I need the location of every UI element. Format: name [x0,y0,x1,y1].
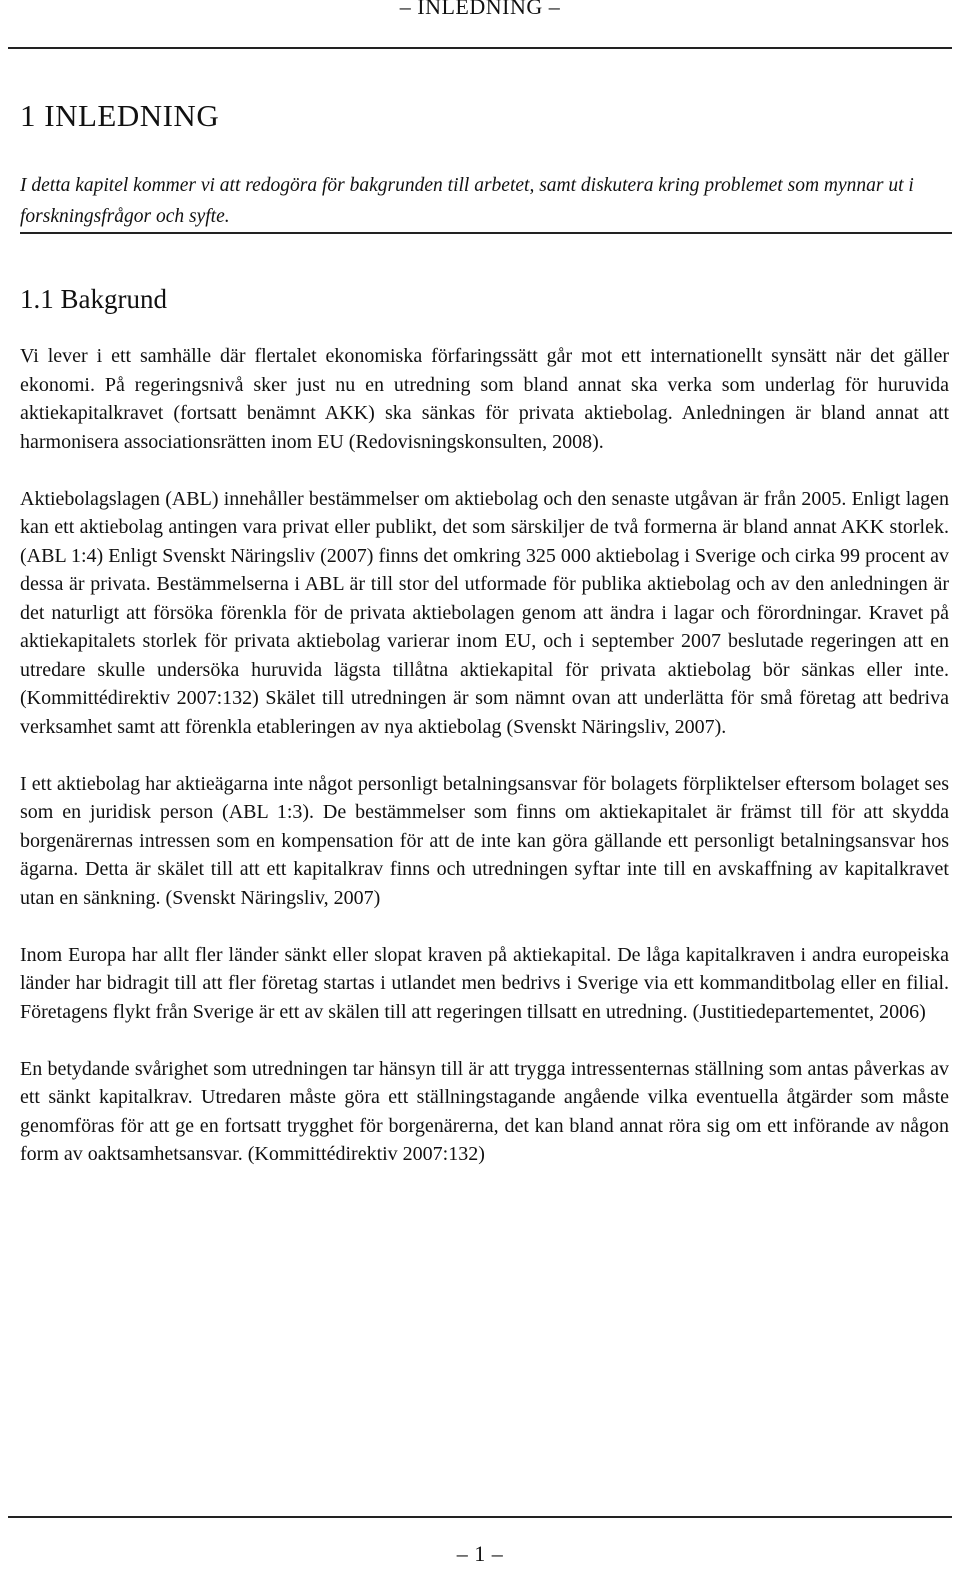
header-rule [8,47,952,49]
chapter-intro: I detta kapitel kommer vi att redogöra för bakgrunden till arbetet, samt diskutera kring problemet som mynnar ut i forskningsfrågor och syfte. [20,175,914,227]
paragraph: Aktiebolagslagen (ABL) innehåller bestämmelser om aktiebolag och den senaste utgåvan är från 2005. Enligt lagen kan ett aktiebolag antingen vara privat eller publikt, det som särskiljer de två formerna är bland annat AKK storlek. (ABL 1:4) Enligt Svenskt Näringsliv (2007) finns det omkring 325 000 aktiebolag i Sverige och cirka 99 procent av dessa är privata. Bestämmelserna i ABL är till stor del utformade för publika aktiebolag och av den anledningen är det naturligt att försöka förenkla för de privata aktiebolagen genom att ändra i lagar och förordningar. Kravet på aktiekapitalets storlek för privata aktiebolag varierar inom EU, och i september 2007 beslutade regeringen att en utredare skulle undersöka huruvida lägsta tillåtna aktiekapital för privata aktiebolag bör sänkas eller inte. (Kommittédirektiv 2007:132) Skälet till utredningen är som nämnt ovan att underlätta för små företag att bedriva verksamhet samt att förenkla etableringen av nya aktiebolag (Svenskt Näringsliv, 2007). [20,487,949,738]
intro-rule [20,232,952,234]
footer-rule [8,1516,952,1518]
page-number: – 1 – [456,1541,504,1566]
paragraph: Inom Europa har allt fler länder sänkt eller slopat kraven på aktiekapital. De låga kapitalkraven i andra europeiska länder har bidragit till att fler företag startas i utlandet men bedrivs i Sverige via ett kommanditbolag eller en filial. Företagens flykt från Sverige är ett av skälen till att regeringen tillsatt en utredning. (Justitiedepartementet, 2006) [20,943,949,1023]
section-title: 1.1 Bakgrund [20,284,167,314]
paragraph: Vi lever i ett samhälle där flertalet ekonomiska förfaringssätt går mot ett internationellt synsätt när det gäller ekonomi. På regeringsnivå sker just nu en utredning som bland annat ska verka som underlag för huruvida aktiekapitalkravet (fortsatt benämnt AKK) ska sänkas för privata aktiebolag. Anledningen är bland annat att harmonisera associationsrätten inom EU (Redovisningskonsulten, 2008). [20,345,949,453]
running-header: – INLEDNING – [399,0,561,19]
paragraph: I ett aktiebolag har aktieägarna inte något personligt betalningsansvar för bolagets förpliktelser eftersom bolaget ses som en juridisk person (ABL 1:3). De bestämmelser som finns om aktiekapitalet är främst till för att skydda borgenärernas intressen som en kompensation för att de inte kan göra gällande ett personligt betalningsansvar hos ägarna. Detta är skälet till att ett kapitalkrav finns och utredningen syftar inte till en avskaffning av kapitalkravet utan en sänkning. (Svenskt Näringsliv, 2007) [20,772,949,909]
paragraph: En betydande svårighet som utredningen tar hänsyn till är att trygga intressenternas ställning som antas påverkas av ett sänkt kapitalkrav. Utredaren måste göra ett ställningstagande angående vilka eventuella åtgärder som måste genomföras för att ge en fortsatt trygghet för borgenärerna, det kan bland annat röra sig om ett införande av någon form av oaktsamhetsansvar. (Kommittédirektiv 2007:132) [20,1057,949,1165]
section-body [20,342,949,1197]
chapter-title: 1 INLEDNING [20,98,220,133]
